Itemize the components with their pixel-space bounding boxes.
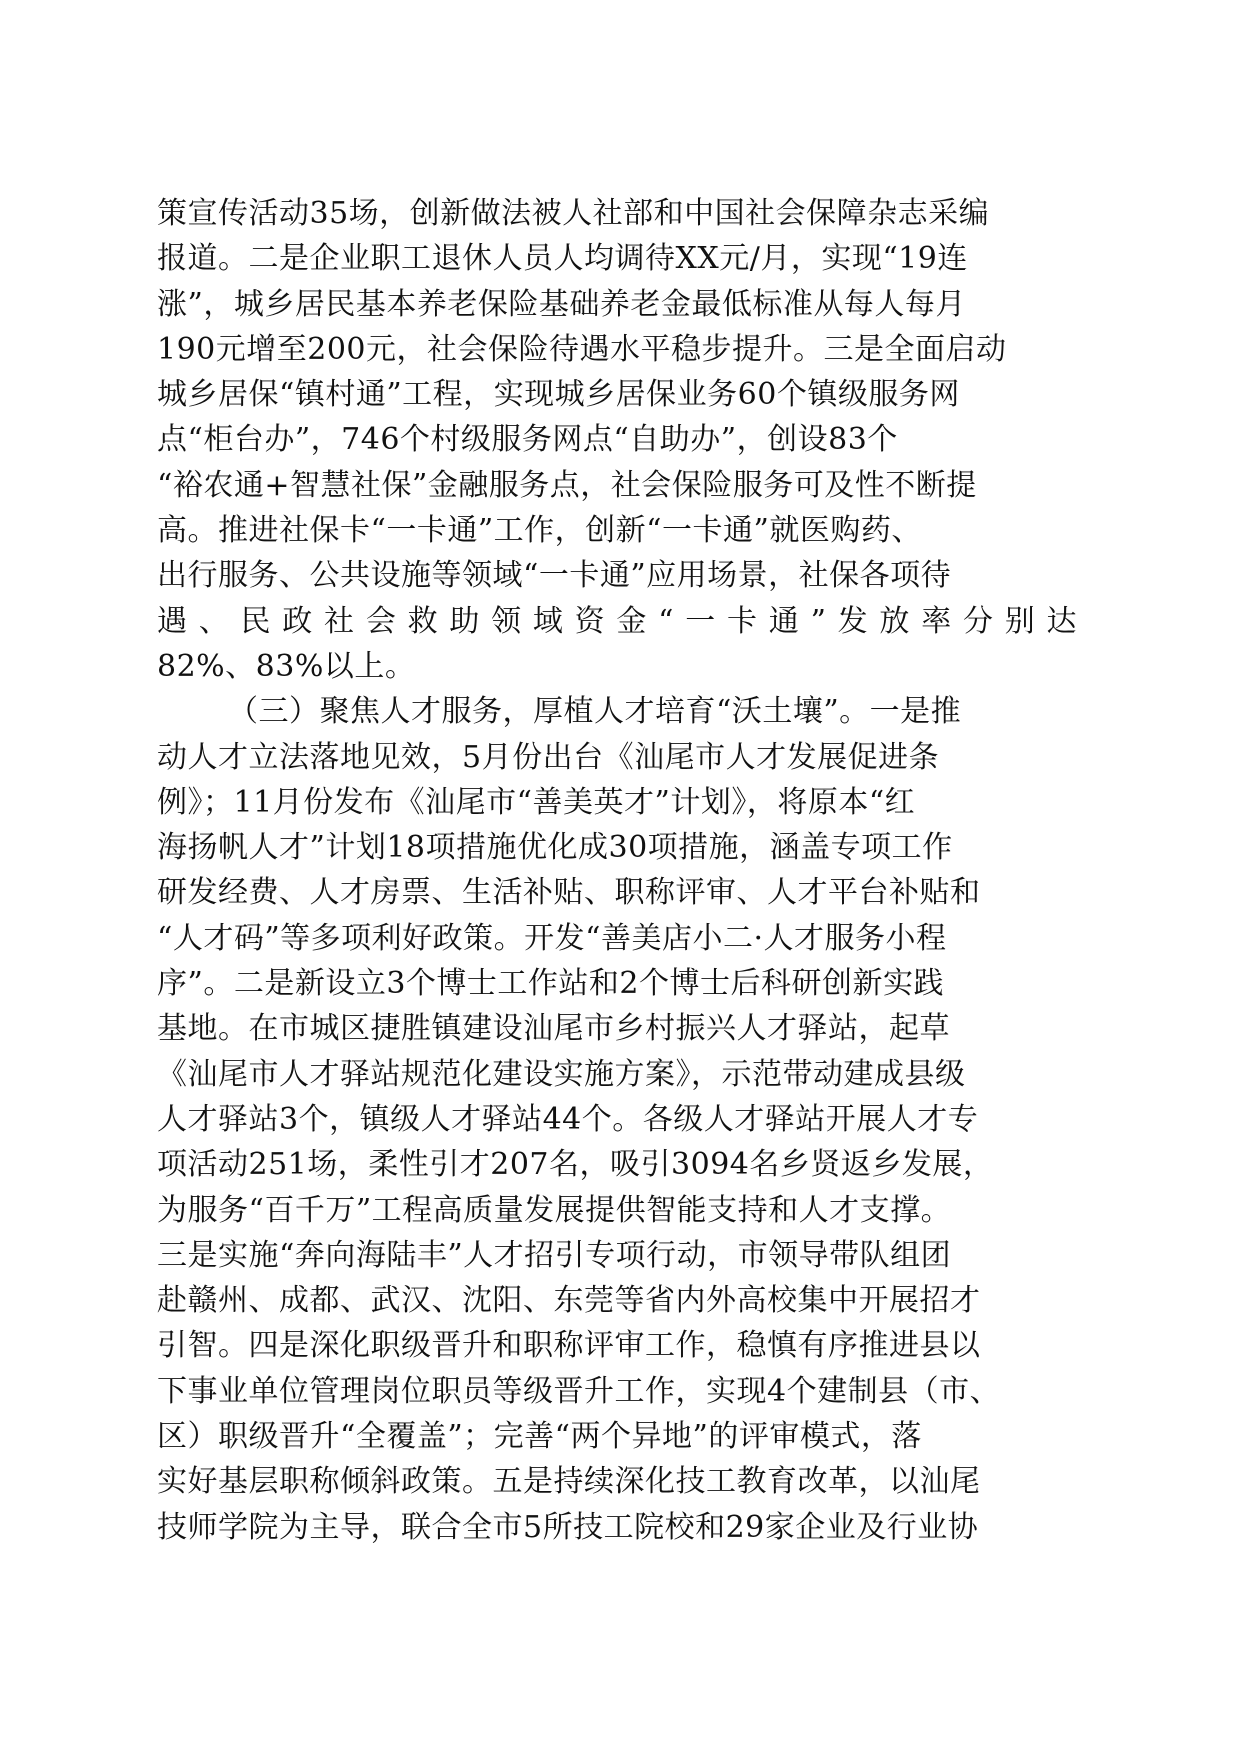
text-line: “裕农通+智慧社保”金融服务点，社会保险服务可及性不断提 [157,467,977,503]
document-body [157,191,1077,1550]
text-line: 海扬帆人才”计划18项措施优化成30项措施，涵盖专项工作 [157,830,953,866]
text-line: 遇、民政社会救助领域资金“一卡通”发放率分别达 [157,603,1077,639]
text-line: 项活动251场，柔性引才207名，吸引3094名乡贤返乡发展， [157,1147,994,1183]
text-line: 研发经费、人才房票、生活补贴、职称评审、人才平台补贴和 [157,875,981,911]
text-line: 三是实施“奔向海陆丰”人才招引专项行动，市领导带队组团 [157,1237,952,1273]
paragraph-social-security [157,191,1077,689]
text-line: 技师学院为主导，联合全市5所技工院校和29家企业及行业协 [157,1509,979,1545]
text-line: “人才码”等多项利好政策。开发“善美店小二·人才服务小程 [157,920,947,956]
text-line: 序”。二是新设立3个博士工作站和2个博士后科研创新实践 [157,966,945,1002]
text-line: 《汕尾市人才驿站规范化建设实施方案》，示范带动建成县级 [157,1056,966,1092]
text-line: 下事业单位管理岗位职员等级晋升工作，实现4个建制县（市、 [157,1373,1001,1409]
text-line: 赴赣州、成都、武汉、沈阳、东莞等省内外高校集中开展招才 [157,1283,981,1319]
text-line: 点“柜台办”，746个村级服务网点“自助办”，创设83个 [157,422,898,458]
text-line: 报道。二是企业职工退休人员人均调待XX元/月，实现“19连 [157,241,968,277]
text-line: 引智。四是深化职级晋升和职称评审工作，稳慎有序推进县以 [157,1328,981,1364]
text-line: 城乡居保“镇村通”工程，实现城乡居保业务60个镇级服务网 [157,377,960,413]
text-line: 人才驿站3个，镇级人才驿站44个。各级人才驿站开展人才专 [157,1101,979,1137]
text-line: 高。推进社保卡“一卡通”工作，创新“一卡通”就医购药、 [157,513,922,549]
text-line: 出行服务、公共设施等领域“一卡通”应用场景，社保各项待 [157,558,952,594]
text-line: 190元增至200元，社会保险待遇水平稳步提升。三是全面启动 [157,331,1007,367]
text-line: 基地。在市城区捷胜镇建设汕尾市乡村振兴人才驿站，起草 [157,1011,950,1047]
paragraph-talent-services [157,689,1077,1550]
text-line: 实好基层职称倾斜政策。五是持续深化技工教育改革，以汕尾 [157,1464,981,1500]
text-line: 例》；11月份发布《汕尾市“善美英才”计划》，将原本“红 [157,784,916,820]
text-line: 涨”，城乡居民基本养老保险基础养老金最低标准从每人每月 [157,286,966,322]
section-heading-line: （三）聚焦人才服务，厚植人才培育“沃土壤”。一是推 [228,694,962,730]
text-line: 区）职级晋升“全覆盖”；完善“两个异地”的评审模式，落 [157,1419,922,1455]
text-line: 动人才立法落地见效，5月份出台《汕尾市人才发展促进条 [157,739,940,775]
text-line: 为服务“百千万”工程高质量发展提供智能支持和人才支撑。 [157,1192,952,1228]
text-line: 82%、83%以上。 [157,648,416,684]
text-line: 策宣传活动35场，创新做法被人社部和中国社会保障杂志采编 [157,196,990,231]
